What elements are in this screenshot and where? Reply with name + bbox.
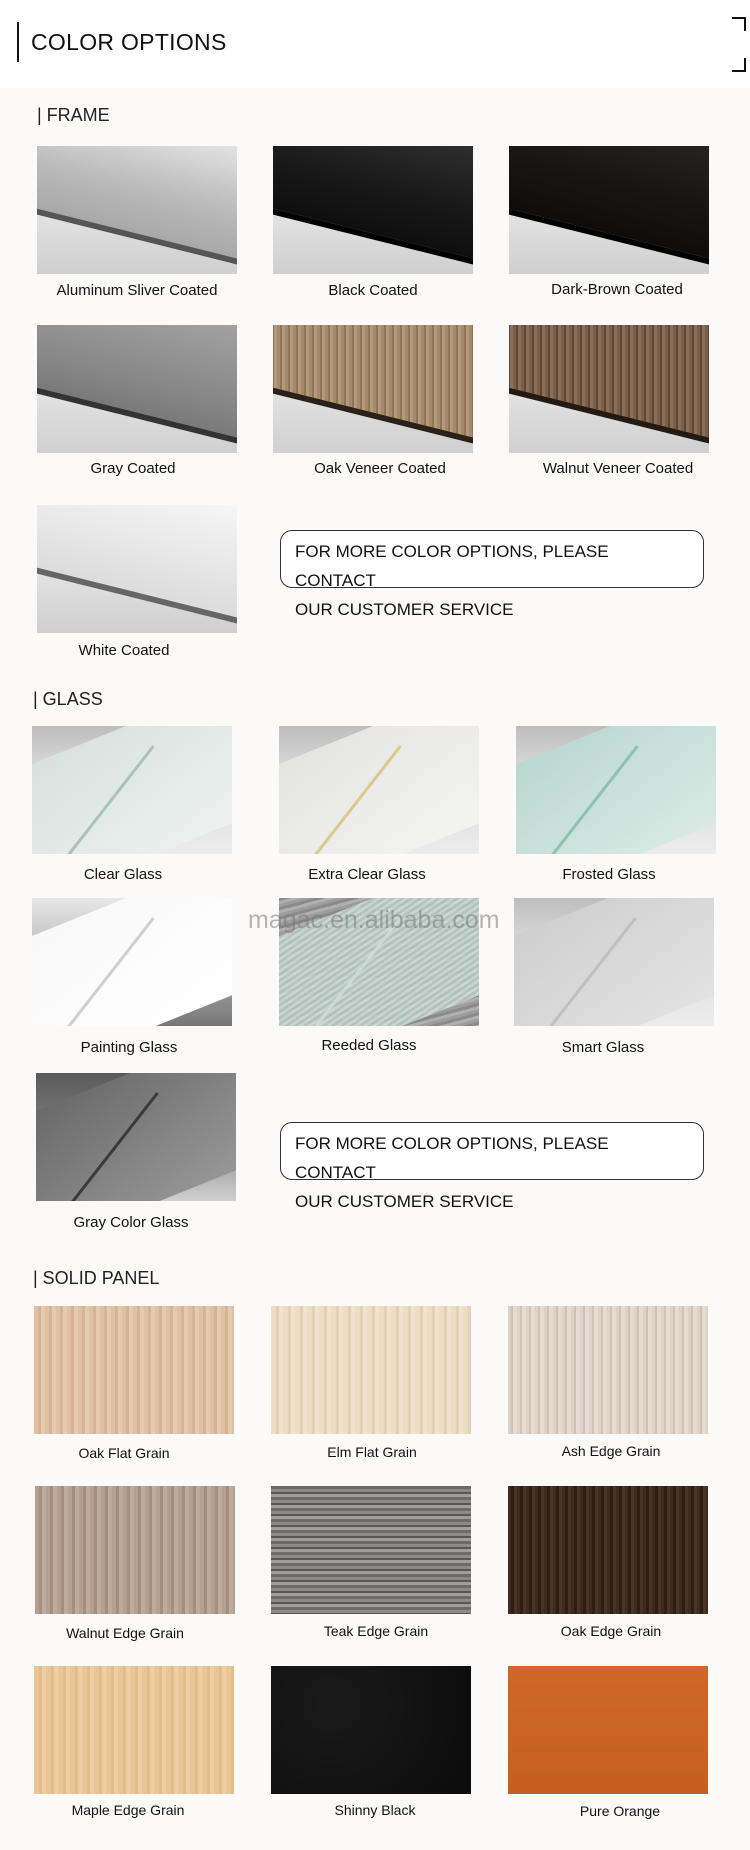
corner-bracket-bottom-icon [732,58,746,72]
header-accent-bar [17,22,19,62]
frame-caption: Dark-Brown Coated [551,281,683,298]
panel-caption: Oak Edge Grain [560,1623,662,1639]
glass-caption: Clear Glass [83,866,163,883]
glass-contact-notice [280,1122,704,1211]
glass-section-title: | GLASS [33,689,103,709]
notice-line-2: OUR CUSTOMER SERVICE [295,1192,514,1211]
glass-swatch-smart[interactable] [514,898,714,1026]
panel-caption: Walnut Edge Grain [66,1625,184,1641]
panel-swatch-ash-edge-grain[interactable] [508,1306,708,1434]
glass-caption: Frosted Glass [562,866,656,883]
frame-swatch-dark-brown[interactable] [509,146,709,274]
page-title: COLOR OPTIONS [31,29,227,55]
glass-swatch-extra-clear[interactable] [279,726,479,854]
frame-swatch-aluminum-silver[interactable] [37,146,237,274]
watermark: magac.en.alibaba.com [248,906,500,934]
glass-caption: Smart Glass [561,1039,645,1056]
frame-contact-notice [280,530,704,619]
panel-caption: Teak Edge Grain [323,1623,429,1639]
frame-caption: Oak Veneer Coated [314,460,446,477]
panel-swatch-walnut-edge-grain[interactable] [35,1486,235,1614]
panel-swatch-shinny-black[interactable] [271,1666,471,1794]
glass-swatch-clear[interactable] [32,726,232,854]
panel-caption: Oak Flat Grain [78,1445,170,1461]
notice-line-1: FOR MORE COLOR OPTIONS, PLEASE CONTACT [295,1134,609,1182]
panel-swatch-oak-flat-grain[interactable] [34,1306,234,1434]
glass-caption: Reeded Glass [321,1037,417,1054]
frame-caption: Gray Coated [90,460,176,477]
frame-caption: White Coated [78,642,170,659]
frame-swatch-walnut-veneer[interactable] [509,325,709,453]
glass-caption: Extra Clear Glass [308,866,426,883]
frame-caption: Walnut Veneer Coated [542,460,694,477]
frame-swatch-black[interactable] [273,146,473,274]
panel-swatch-pure-orange[interactable] [508,1666,708,1794]
glass-swatch-painting[interactable] [32,898,232,1026]
glass-caption: Painting Glass [80,1039,178,1056]
notice-line-2: OUR CUSTOMER SERVICE [295,600,514,619]
glass-caption: Gray Color Glass [73,1214,189,1231]
page-header [0,0,750,88]
frame-swatch-white[interactable] [37,505,237,633]
glass-swatch-frosted[interactable] [516,726,716,854]
solid-panel-section-title: | SOLID PANEL [33,1268,160,1288]
panel-caption: Pure Orange [579,1803,661,1819]
panel-caption: Ash Edge Grain [561,1443,661,1459]
frame-caption: Aluminum Sliver Coated [56,282,218,299]
frame-section-title: | FRAME [37,105,110,125]
panel-swatch-teak-edge-grain[interactable] [271,1486,471,1614]
panel-swatch-maple-edge-grain[interactable] [34,1666,234,1794]
frame-swatch-gray[interactable] [37,325,237,453]
panel-caption: Maple Edge Grain [71,1802,185,1818]
glass-swatch-gray-color[interactable] [36,1073,236,1201]
panel-caption: Elm Flat Grain [327,1444,417,1460]
notice-line-1: FOR MORE COLOR OPTIONS, PLEASE CONTACT [295,542,609,590]
panel-swatch-oak-edge-grain[interactable] [508,1486,708,1614]
frame-swatch-oak-veneer[interactable] [273,325,473,453]
frame-caption: Black Coated [328,282,418,299]
panel-caption: Shinny Black [334,1802,416,1818]
corner-bracket-top-icon [732,17,746,31]
panel-swatch-elm-flat-grain[interactable] [271,1306,471,1434]
